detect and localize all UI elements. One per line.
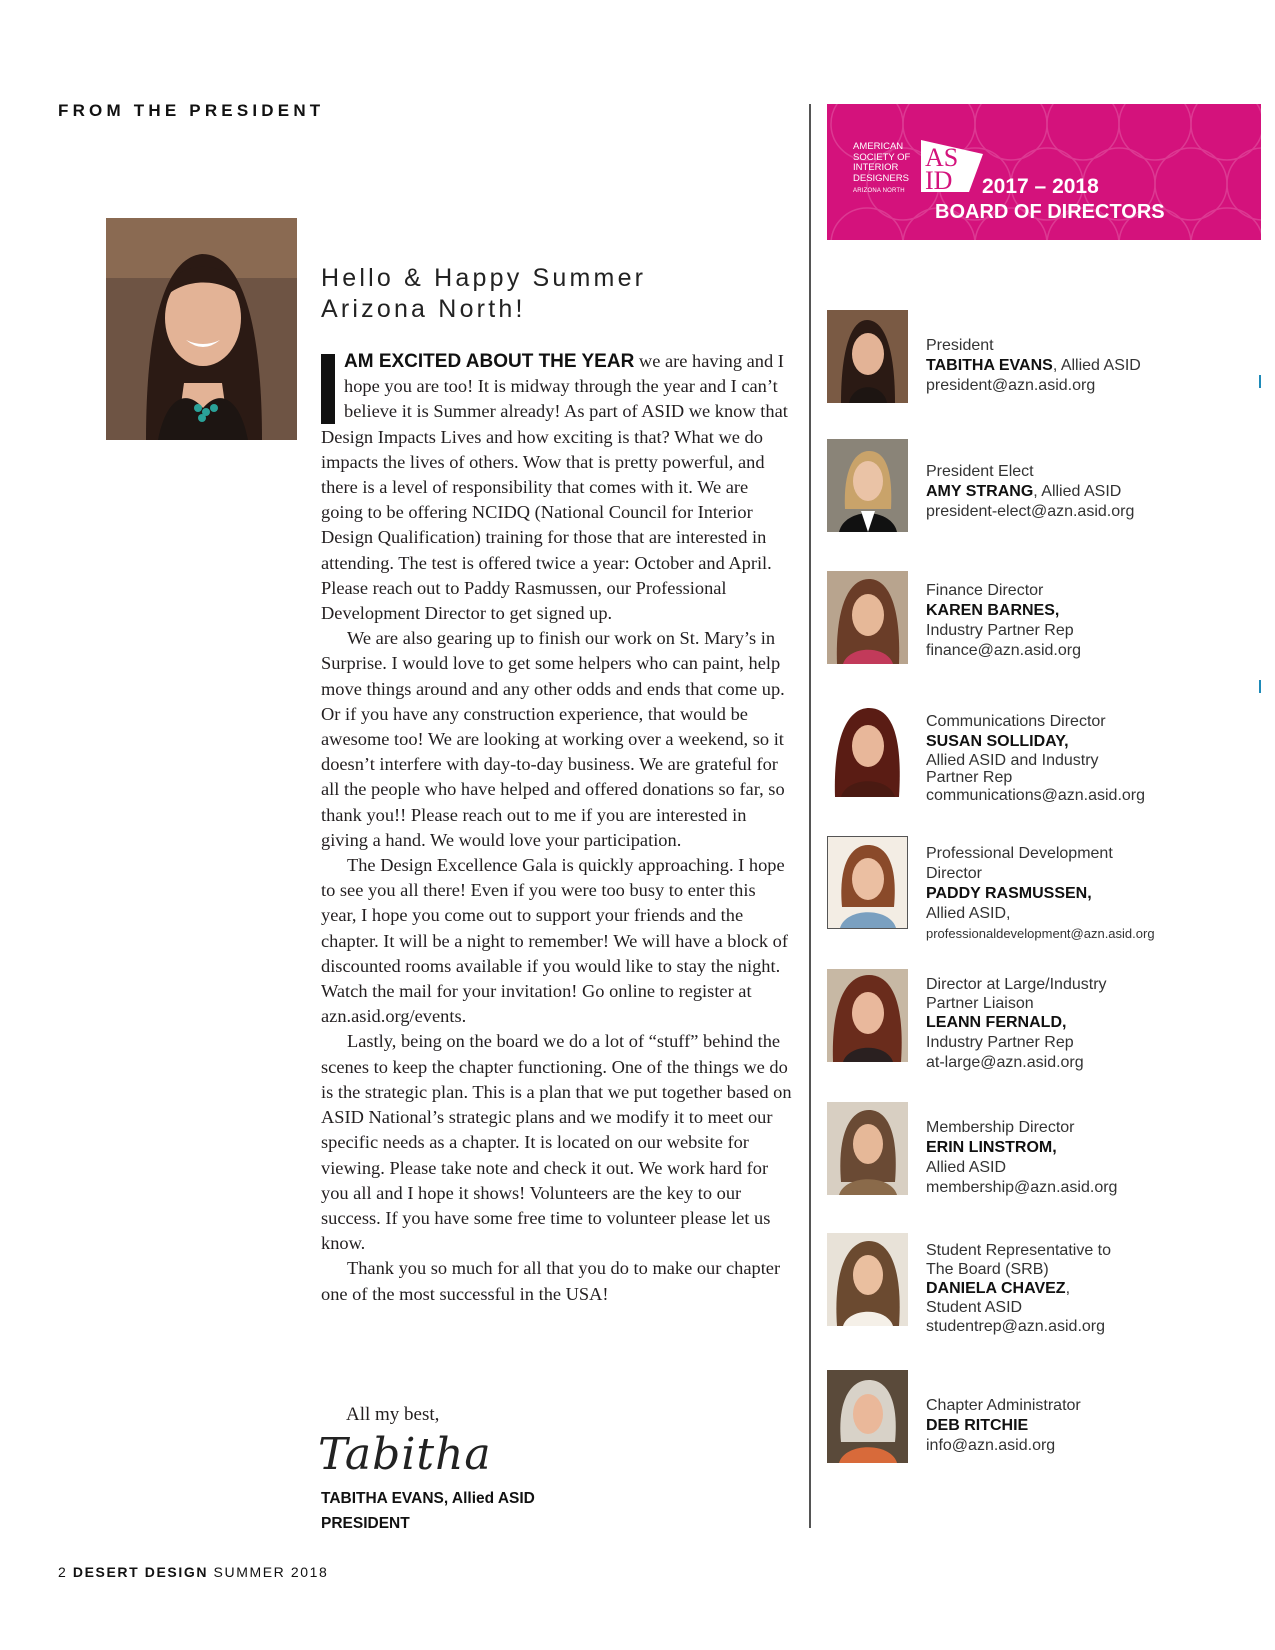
member-affiliation: Industry Partner Rep bbox=[926, 1034, 1074, 1051]
member-info bbox=[926, 336, 1256, 396]
column-divider bbox=[809, 104, 811, 1528]
org-line: DESIGNERS bbox=[853, 172, 909, 184]
president-photo bbox=[106, 218, 297, 440]
member-photo bbox=[827, 704, 908, 797]
edge-mark bbox=[1259, 680, 1261, 693]
member-name: DEB RITCHIE bbox=[926, 1417, 1029, 1434]
member-email: info@azn.asid.org bbox=[926, 1437, 1056, 1454]
member-role: Student Representative to The Board (SRB) bbox=[926, 1242, 1112, 1278]
member-name: AMY STRANG bbox=[926, 483, 1034, 500]
signer-name: TABITHA EVANS, Allied ASID bbox=[321, 1490, 535, 1507]
org-chapter: ARIZONA NORTH bbox=[853, 188, 905, 194]
member-info bbox=[926, 581, 1256, 661]
letter-paragraph bbox=[321, 349, 793, 626]
member-photo bbox=[827, 836, 908, 929]
issue-label: SUMMER 2018 bbox=[213, 1564, 329, 1580]
letter-paragraph: We are also gearing up to finish our work on St. Mary’s in Surprise. I would love to get some helpers who can paint, help move things around and any other odds and ends that come up. Or if you have any construction experience, that would be awesome too! We are looking at working over a weekend, so it doesn’t interfere with day-to-day business. We are grateful for all the people who have helped and offered donations so far, so thank you!! Please reach out to me if you are interested in giving a hand. We would love your participation. bbox=[321, 628, 785, 850]
member-email: membership@azn.asid.org bbox=[926, 1179, 1118, 1196]
signer-title: PRESIDENT bbox=[321, 1515, 410, 1532]
letter-paragraph: Thank you so much for all that you do to make our chapter one of the most successful in the USA! bbox=[321, 1258, 781, 1304]
member-name: SUSAN SOLLIDAY, bbox=[926, 733, 1069, 750]
member-email: president@azn.asid.org bbox=[926, 377, 1096, 394]
member-affiliation: , Allied ASID bbox=[1052, 357, 1141, 374]
member-info bbox=[926, 844, 1256, 944]
member-email: studentrep@azn.asid.org bbox=[926, 1318, 1106, 1335]
greeting-line-1: Hello & Happy Summer bbox=[321, 264, 647, 292]
member-role: Chapter Administrator bbox=[926, 1397, 1081, 1414]
member-role: Finance Director bbox=[926, 582, 1044, 599]
member-role: Membership Director bbox=[926, 1119, 1075, 1136]
asid-org-name bbox=[853, 142, 923, 197]
member-name: PADDY RASMUSSEN, bbox=[926, 885, 1092, 902]
member-role: Director at Large/Industry Partner Liaison bbox=[926, 976, 1107, 1012]
member-name: ERIN LINSTROM, bbox=[926, 1139, 1057, 1156]
member-name: TABITHA EVANS bbox=[926, 357, 1053, 374]
member-photo bbox=[827, 1102, 908, 1195]
signature: Tabitha bbox=[318, 1429, 492, 1480]
member-name: DANIELA CHAVEZ bbox=[926, 1280, 1066, 1297]
member-name: LEANN FERNALD, bbox=[926, 1014, 1067, 1031]
greeting-heading bbox=[321, 263, 791, 325]
member-affiliation: , Allied ASID bbox=[1033, 483, 1122, 500]
svg-text:ID: ID bbox=[925, 166, 953, 194]
member-email: communications@azn.asid.org bbox=[926, 787, 1146, 804]
member-name: KAREN BARNES, bbox=[926, 602, 1060, 619]
member-affiliation: Student ASID bbox=[926, 1299, 1023, 1316]
member-info bbox=[926, 1396, 1256, 1456]
member-affiliation: Industry Partner Rep bbox=[926, 622, 1074, 639]
section-label: FROM THE PRESIDENT bbox=[58, 101, 325, 120]
member-photo bbox=[827, 310, 908, 403]
member-info bbox=[926, 712, 1256, 806]
org-line: AMERICAN bbox=[853, 141, 904, 152]
member-info bbox=[926, 975, 1256, 1073]
board-banner bbox=[827, 104, 1261, 240]
letter-paragraph: Lastly, being on the board we do a lot of “stuff” behind the scenes to keep the chapter functioning. One of the things we do is the strategic plan. This is a plan that we put together based on ASID National’s strategic plans and we modify it to meet our specific needs as a chapter. It is located on our website for viewing. Please take note and check it out. We work hard for you all and I hope it shows! Volunteers are the key to our success. If you have some free time to volunteer please let us know. bbox=[321, 1031, 792, 1254]
letter-body bbox=[321, 349, 793, 1307]
letter-text: we are having and I hope you are too! It is midway through the year and I can’t believe it is Summer already! As part of ASID we know that Design Impacts Lives and how exciting is that? What we do impacts the lives of others. Wow that is pretty powerful, and there is a level of responsibility that comes with it. We are going to be offering NCIDQ (National Council for Interior Design Qualification) training for those that are interested in attending. The test is offered twice a year: October and April. Please reach out to Paddy Rasmussen, our Professional Development Director to get signed up. bbox=[321, 351, 788, 624]
member-photo bbox=[827, 1233, 908, 1326]
letter-lead: AM EXCITED ABOUT THE YEAR bbox=[344, 351, 635, 372]
member-info: Student Representative to The Board (SRB) DANIELA CHAVEZ, Student ASID studentrep@azn.asid.org bbox=[926, 1241, 1256, 1336]
magazine-name: DESERT DESIGN bbox=[72, 1564, 209, 1580]
greeting-line-2: Arizona North! bbox=[321, 295, 526, 323]
member-role: Communications Director bbox=[926, 713, 1106, 730]
member-affiliation: Allied ASID bbox=[926, 1159, 1007, 1176]
member-photo bbox=[827, 439, 908, 532]
closing-line: All my best, bbox=[346, 1404, 440, 1425]
page-footer bbox=[58, 1564, 328, 1580]
member-role: President bbox=[926, 337, 994, 354]
board-years: 2017 – 2018 bbox=[982, 175, 1099, 198]
member-affiliation: Allied ASID and Industry Partner Rep bbox=[926, 752, 1099, 786]
member-role: Professional Development Director bbox=[926, 845, 1113, 882]
member-email: at-large@azn.asid.org bbox=[926, 1054, 1084, 1071]
member-info bbox=[926, 462, 1256, 522]
member-email: professionaldevelopment@azn.asid.org bbox=[926, 926, 1155, 941]
edge-mark bbox=[1259, 375, 1261, 388]
member-photo bbox=[827, 571, 908, 664]
svg-text:AS: AS bbox=[925, 143, 959, 172]
board-title: BOARD OF DIRECTORS bbox=[935, 201, 1165, 223]
member-affiliation: Allied ASID, bbox=[926, 905, 1011, 922]
member-role: President Elect bbox=[926, 463, 1034, 480]
member-info bbox=[926, 1118, 1256, 1198]
dropcap bbox=[321, 354, 335, 424]
member-photo bbox=[827, 1370, 908, 1463]
member-email: president-elect@azn.asid.org bbox=[926, 503, 1135, 520]
org-line: INTERIOR bbox=[853, 162, 899, 173]
page-number: 2 bbox=[58, 1564, 68, 1580]
member-photo bbox=[827, 969, 908, 1062]
letter-paragraph: The Design Excellence Gala is quickly approaching. I hope to see you all there! Even if you were too busy to enter this year, I hope you come out to support your friends and the chapter. It will be a night to remember! We will have a block of discounted rooms available if you would like to stay the night. Watch the mail for your invitation! Go online to register at azn.asid.org/events. bbox=[321, 855, 788, 1027]
asid-logo-icon bbox=[917, 132, 987, 194]
org-line: SOCIETY OF bbox=[853, 151, 911, 163]
member-email: finance@azn.asid.org bbox=[926, 642, 1081, 659]
